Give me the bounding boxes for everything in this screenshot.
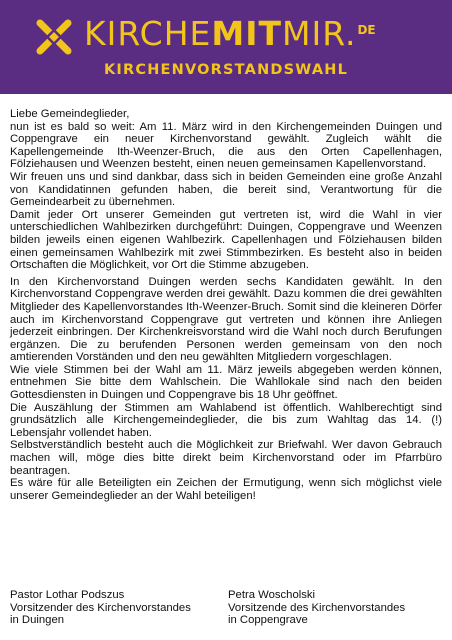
- paragraph: In den Kirchenvorstand Duingen werden sechs Kandidaten gewählt. In den Kirchenvorstand Coppengrave werden drei gewählt. Dazu kommen die drei gewählten Mitglieder des Kapellenvorstandes Ith-Weenzer-Bruch. Somit sind die kleineren Dörfer auch im Kirchenvorstand Coppengrave gut vertreten und können ihre Anliegen jederzeit einbringen. Der Kirchenkreisvorstand wird die Wahl noch durch Berufungen ergänzen. Die zu berufenden Personen werden gemeinsam von den noch amtierenden Vorständen und den neu gewählten Mitgliedern vorgeschlagen.: [10, 275, 442, 364]
- paragraph: Damit jeder Ort unserer Gemeinden gut vertreten ist, wird die Wahl in vier unterschiedlichen Wahlbezirken durchgeführt: Duingen, Coppengrave und Weenzen bilden jeweils einen eigenen Wahlbezirk. Capellenhagen und Fölziehausen bilden einen gemeinsamen Wahlbezirk mit zwei Stimmbezirken. Es besteht also in beiden Ortschaften die Möglichkeit, vor Ort die Stimme abzugeben.: [10, 208, 442, 272]
- signature-place: in Duingen: [10, 614, 65, 627]
- brand-logo: [84, 14, 376, 54]
- paragraph: Selbstverständlich besteht auch die Möglichkeit zur Briefwahl. Wer davon Gebrauch machen will, möge dies bitte direkt beim Kirchenvorstand oder im Pfarrbüro beantragen.: [10, 439, 442, 477]
- logo-cross-icon: [34, 17, 74, 57]
- signature-role: Vorsitzender des Kirchenvorstandes: [10, 601, 191, 614]
- signature-right: [228, 589, 405, 627]
- signature-place: in Coppengrave: [228, 614, 308, 627]
- paragraph: nun ist es bald so weit: Am 11. März wird in den Kirchengemeinden Duingen und Coppengrave ein neuer Kirchenvorstand gewählt. Zugleich wählt die Kapellengemeinde Ith-Weenzer-Bruch, die aus den Orten Capellenhagen, Fölziehausen und Weenzen besteht, einen neuen gemeinsamen Kapellenvorstand.: [10, 120, 442, 171]
- brand-part-mir: MIR.: [282, 14, 357, 53]
- paragraph: Wir freuen uns und sind dankbar, dass sich in beiden Gemeinden eine große Anzahl von Kandidatinnen gefunden haben, die bereit sind, Verantwortung für die Gemeindearbeit zu übernehmen.: [10, 170, 442, 209]
- signature-left: [10, 589, 191, 627]
- page-title: KIRCHENVORSTANDSWAHL: [103, 62, 349, 78]
- paragraph: Es wäre für alle Beteiligten ein Zeichen der Ermutigung, wenn sich möglichst viele unserer Gemeindeglieder an der Wahl beteiligen!: [10, 477, 442, 502]
- brand-part-kirche: KIRCHE: [84, 14, 212, 53]
- signature-role: Vorsitzende des Kirchenvorstandes: [228, 601, 406, 614]
- salutation: Liebe Gemeindeglieder,: [10, 108, 130, 120]
- brand-part-mit: MIT: [211, 14, 283, 53]
- letter-body: [10, 108, 442, 502]
- header-banner: [0, 0, 452, 94]
- signature-name: Petra Woscholski: [228, 589, 316, 601]
- paragraph: Wie viele Stimmen bei der Wahl am 11. März jeweils abgegeben werden können, entnehmen Sie bitte dem Wahlschein. Die Wahllokale sind nach den beiden Gottesdiensten in Duingen und Coppengrave bis 18 Uhr geöffnet.: [10, 363, 442, 402]
- brand-tld: DE: [357, 23, 376, 37]
- signature-name: Pastor Lothar Podszus: [10, 589, 125, 601]
- paragraph: Die Auszählung der Stimmen am Wahlabend ist öffentlich. Wahlberechtigt sind grundsätzlich alle Kirchengemeindeglieder, die bis zum Wahltag das 14. (!) Lebensjahr vollendet haben.: [10, 401, 442, 439]
